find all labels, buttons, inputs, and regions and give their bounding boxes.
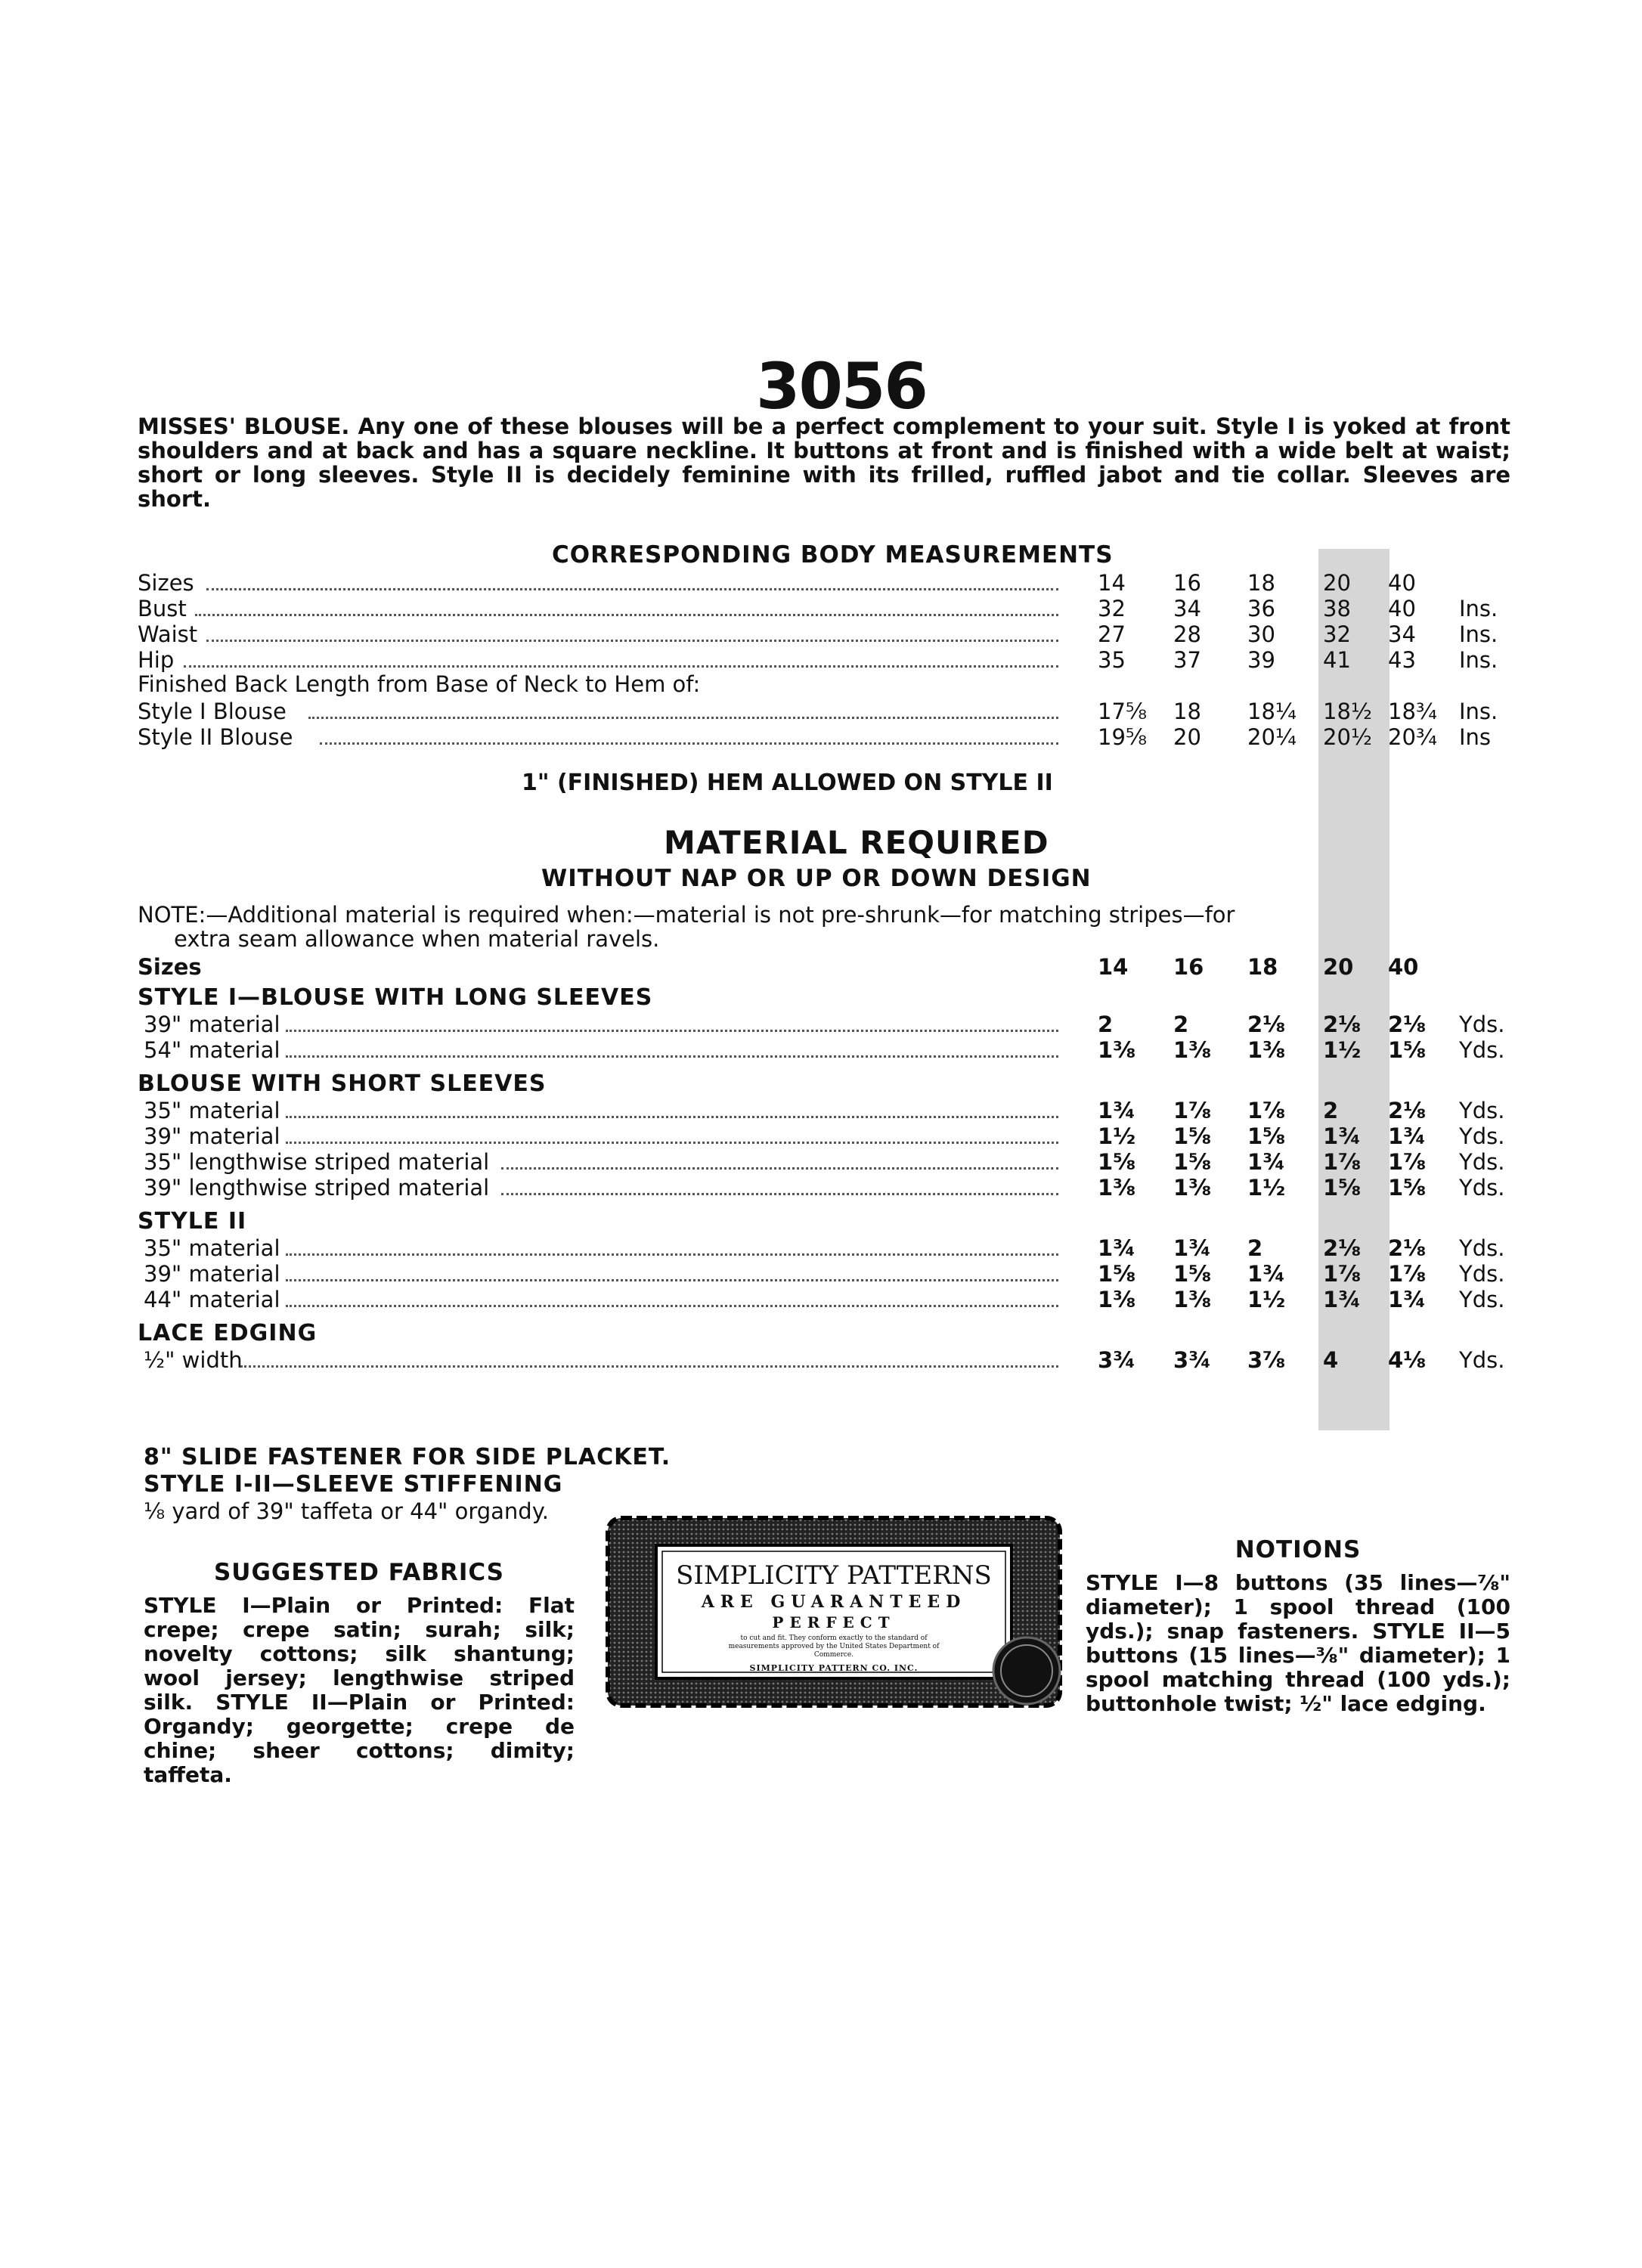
value-cell: 30 xyxy=(1247,621,1275,647)
row-label: Hip xyxy=(138,647,175,673)
value-cell: 4⅛ xyxy=(1388,1347,1427,1373)
body-measurements-title: CORRESPONDING BODY MEASUREMENTS xyxy=(552,541,1114,569)
material-section-heading: STYLE I—BLOUSE WITH LONG SLEEVES xyxy=(138,984,653,1011)
value-cell: 1⅝ xyxy=(1173,1123,1212,1149)
row-label: Style II Blouse xyxy=(138,724,293,750)
pattern-number: 3056 xyxy=(756,349,927,423)
seal-frame xyxy=(603,1514,1064,1710)
value-cell: 1⅜ xyxy=(1173,1037,1212,1063)
value-cell: 1⅝ xyxy=(1388,1037,1427,1063)
value-cell: 1⅝ xyxy=(1323,1175,1362,1201)
dot-leader xyxy=(206,588,1058,590)
value-cell: 1¾ xyxy=(1323,1123,1362,1149)
material-note xyxy=(138,903,1510,951)
unit-label: Ins. xyxy=(1459,647,1498,673)
value-cell: 1½ xyxy=(1098,1123,1136,1149)
value-cell: 1⅝ xyxy=(1388,1175,1427,1201)
value-cell: 40 xyxy=(1388,570,1416,596)
value-cell: 1½ xyxy=(1247,1175,1286,1201)
stiffening-heading: STYLE I-II—SLEEVE STIFFENING xyxy=(144,1471,563,1498)
hem-note: 1" (FINISHED) HEM ALLOWED ON STYLE II xyxy=(522,770,1053,796)
back-length-row xyxy=(0,724,1642,750)
notions-title: NOTIONS xyxy=(1235,1536,1362,1563)
value-cell: 1⅜ xyxy=(1098,1175,1136,1201)
value-cell: 3⅞ xyxy=(1247,1347,1286,1373)
value-cell: 2⅛ xyxy=(1388,1012,1427,1037)
back-length-label: Finished Back Length from Base of Neck to Hem of: xyxy=(138,671,701,697)
dot-leader xyxy=(501,1193,1058,1195)
row-label: 39" material xyxy=(144,1261,280,1287)
value-cell: 2⅛ xyxy=(1247,1012,1286,1037)
value-cell: 1¾ xyxy=(1388,1123,1427,1149)
value-cell: 1⅜ xyxy=(1173,1287,1212,1312)
value-cell: 1⅞ xyxy=(1388,1149,1427,1175)
value-cell: 1¾ xyxy=(1388,1287,1427,1312)
material-row xyxy=(0,1123,1642,1149)
value-cell: 18¾ xyxy=(1388,699,1438,724)
value-cell: 2⅛ xyxy=(1323,1012,1362,1037)
unit-label: Yds. xyxy=(1459,1012,1505,1037)
row-label: Sizes xyxy=(138,954,202,980)
material-section-heading: BLOUSE WITH SHORT SLEEVES xyxy=(138,1070,547,1097)
value-cell: 16 xyxy=(1173,954,1204,980)
value-cell: 19⅝ xyxy=(1098,724,1148,750)
value-cell: 1¾ xyxy=(1247,1149,1286,1175)
value-cell: 1⅜ xyxy=(1098,1287,1136,1312)
value-cell: 1¾ xyxy=(1323,1287,1362,1312)
value-cell: 28 xyxy=(1173,621,1201,647)
unit-label: Yds. xyxy=(1459,1261,1505,1287)
seal-guarantee: ARE GUARANTEED xyxy=(701,1592,967,1612)
value-cell: 39 xyxy=(1247,647,1275,673)
dot-leader xyxy=(286,1279,1058,1281)
seal-perfect: PERFECT xyxy=(772,1613,896,1631)
value-cell: 1⅝ xyxy=(1173,1261,1212,1287)
material-required-title: MATERIAL REQUIRED xyxy=(664,824,1049,861)
value-cell: 27 xyxy=(1098,621,1126,647)
row-label: 35" lengthwise striped material xyxy=(144,1149,490,1175)
value-cell: 2 xyxy=(1098,1012,1114,1037)
value-cell: 2⅛ xyxy=(1323,1235,1362,1261)
value-cell: 34 xyxy=(1173,596,1201,621)
value-cell: 1¾ xyxy=(1173,1235,1212,1261)
guarantee-seal xyxy=(603,1514,1064,1710)
value-cell: 38 xyxy=(1323,596,1351,621)
value-cell: 1½ xyxy=(1323,1037,1362,1063)
dot-leader xyxy=(286,1055,1058,1058)
value-cell: 3¾ xyxy=(1173,1347,1212,1373)
value-cell: 1¾ xyxy=(1098,1235,1136,1261)
value-cell: 1⅞ xyxy=(1323,1149,1362,1175)
unit-label: Yds. xyxy=(1459,1098,1505,1123)
unit-label: Yds. xyxy=(1459,1287,1505,1312)
value-cell: 16 xyxy=(1173,570,1201,596)
value-cell: 20 xyxy=(1323,570,1351,596)
value-cell: 1⅞ xyxy=(1173,1098,1212,1123)
value-cell: 2⅛ xyxy=(1388,1098,1427,1123)
value-cell: 18½ xyxy=(1323,699,1373,724)
value-cell: 1⅝ xyxy=(1098,1261,1136,1287)
value-cell: 41 xyxy=(1323,647,1351,673)
measurement-row xyxy=(0,647,1642,673)
suggested-fabrics-title: SUGGESTED FABRICS xyxy=(213,1559,505,1586)
row-label: ½" width xyxy=(144,1347,243,1373)
material-row xyxy=(0,1347,1642,1373)
unit-label: Ins. xyxy=(1459,596,1498,621)
unit-label: Ins. xyxy=(1459,699,1498,724)
material-note-line-1: NOTE:—Additional material is required when:—material is not pre-shrunk—for matching stripes—for xyxy=(138,902,1235,928)
row-label: 35" material xyxy=(144,1098,280,1123)
value-cell: 20 xyxy=(1173,724,1201,750)
dot-leader xyxy=(184,665,1058,668)
unit-label: Yds. xyxy=(1459,1175,1505,1201)
dot-leader xyxy=(308,717,1058,719)
material-row xyxy=(0,1149,1642,1175)
dot-leader xyxy=(286,1142,1058,1144)
material-row xyxy=(0,1037,1642,1063)
value-cell: 3¾ xyxy=(1098,1347,1136,1373)
pattern-description: MISSES' BLOUSE. Any one of these blouses will be a perfect complement to your suit. Style I is yoked at front shoulders and at back and has a square neckline. It buttons at front and is finished with a wide belt at waist; short or long sleeves. Style II is decidely feminine with its frilled, ruffled jabot and tie collar. Sleeves are short. xyxy=(138,414,1510,512)
dot-leader xyxy=(240,1365,1058,1368)
unit-label: Ins xyxy=(1459,724,1492,750)
row-label: Style I Blouse xyxy=(138,699,287,724)
unit-label: Yds. xyxy=(1459,1123,1505,1149)
value-cell: 2 xyxy=(1247,1235,1263,1261)
value-cell: 40 xyxy=(1388,596,1416,621)
value-cell: 2 xyxy=(1173,1012,1189,1037)
back-length-row xyxy=(0,699,1642,724)
value-cell: 1½ xyxy=(1247,1287,1286,1312)
value-cell: 1⅞ xyxy=(1247,1098,1286,1123)
material-row xyxy=(0,1235,1642,1261)
value-cell: 43 xyxy=(1388,647,1416,673)
row-label: 39" material xyxy=(144,1012,280,1037)
value-cell: 36 xyxy=(1247,596,1275,621)
seal-brand: SIMPLICITY PATTERNS xyxy=(676,1560,992,1591)
value-cell: 34 xyxy=(1388,621,1416,647)
value-cell: 20½ xyxy=(1323,724,1373,750)
dot-leader xyxy=(286,1030,1058,1032)
row-label: 44" material xyxy=(144,1287,280,1312)
value-cell: 18 xyxy=(1173,699,1201,724)
unit-label: Yds. xyxy=(1459,1149,1505,1175)
unit-label: Yds. xyxy=(1459,1235,1505,1261)
value-cell: 1⅜ xyxy=(1173,1175,1212,1201)
suggested-fabrics xyxy=(144,1559,575,1787)
stiffening-text: ⅛ yard of 39" taffeta or 44" organdy. xyxy=(144,1498,549,1524)
value-cell: 32 xyxy=(1098,596,1126,621)
value-cell: 1⅝ xyxy=(1098,1149,1136,1175)
notions xyxy=(1086,1536,1510,1716)
dot-leader xyxy=(286,1116,1058,1118)
value-cell: 1⅝ xyxy=(1173,1149,1212,1175)
measurement-row xyxy=(0,596,1642,621)
unit-label: Yds. xyxy=(1459,1037,1505,1063)
dot-leader xyxy=(286,1253,1058,1256)
value-cell: 14 xyxy=(1098,954,1129,980)
value-cell: 1⅞ xyxy=(1388,1261,1427,1287)
value-cell: 17⅝ xyxy=(1098,699,1148,724)
dot-leader xyxy=(501,1167,1058,1170)
value-cell: 4 xyxy=(1323,1347,1339,1373)
material-sizes-row xyxy=(0,954,1642,980)
value-cell: 1¾ xyxy=(1098,1098,1136,1123)
value-cell: 2⅛ xyxy=(1388,1235,1427,1261)
row-label: 39" material xyxy=(144,1123,280,1149)
suggested-fabrics-text: STYLE I—Plain or Printed: Flat crepe; crepe satin; surah; silk; novelty cottons; silk shantung; wool jersey; lengthwise striped silk. STYLE II—Plain or Printed: Organdy; georgette; crepe de chine; sheer cottons; dimity; taffeta. xyxy=(144,1593,575,1787)
notions-text: STYLE I—8 buttons (35 lines—⅞" diameter); 1 spool thread (100 yds.); snap fasteners. STYLE II—5 buttons (15 lines—⅜" diameter); 1 spool matching thread (100 yds.); buttonhole twist; ½" lace edging. xyxy=(1086,1570,1510,1716)
value-cell: 1⅜ xyxy=(1098,1037,1136,1063)
material-section-heading: LACE EDGING xyxy=(138,1320,318,1346)
row-label: 39" lengthwise striped material xyxy=(144,1175,490,1201)
material-row xyxy=(0,1012,1642,1037)
value-cell: 14 xyxy=(1098,570,1126,596)
unit-label: Yds. xyxy=(1459,1347,1505,1373)
row-label: 35" material xyxy=(144,1235,280,1261)
value-cell: 1¾ xyxy=(1247,1261,1286,1287)
dot-leader xyxy=(195,614,1058,616)
dot-leader xyxy=(320,742,1058,745)
material-row xyxy=(0,1287,1642,1312)
material-required-subtitle: WITHOUT NAP OR UP OR DOWN DESIGN xyxy=(541,865,1092,892)
material-note-line-2: extra seam allowance when material ravels. xyxy=(174,926,660,952)
value-cell: 18¼ xyxy=(1247,699,1297,724)
value-cell: 32 xyxy=(1323,621,1351,647)
dot-leader xyxy=(206,640,1058,642)
value-cell: 40 xyxy=(1388,954,1419,980)
value-cell: 1⅞ xyxy=(1323,1261,1362,1287)
value-cell: 20 xyxy=(1323,954,1354,980)
value-cell: 1⅜ xyxy=(1247,1037,1286,1063)
value-cell: 20¾ xyxy=(1388,724,1438,750)
row-label: Sizes xyxy=(138,570,194,596)
seal-fine-print: to cut and fit. They conform exactly to the standard of measurements approved by the United States Department of Commerce. xyxy=(728,1634,940,1659)
material-row xyxy=(0,1175,1642,1201)
value-cell: 1⅝ xyxy=(1247,1123,1286,1149)
unit-label: Ins. xyxy=(1459,621,1498,647)
measurement-row xyxy=(0,570,1642,596)
value-cell: 18 xyxy=(1247,954,1278,980)
value-cell: 2 xyxy=(1323,1098,1339,1123)
slide-fastener-line: 8" SLIDE FASTENER FOR SIDE PLACKET. xyxy=(144,1444,671,1470)
value-cell: 37 xyxy=(1173,647,1201,673)
material-section-heading: STYLE II xyxy=(138,1208,247,1235)
seal-company: SIMPLICITY PATTERN CO. INC. xyxy=(749,1663,919,1673)
material-row xyxy=(0,1261,1642,1287)
dot-leader xyxy=(286,1305,1058,1307)
row-label: Bust xyxy=(138,596,187,621)
value-cell: 18 xyxy=(1247,570,1275,596)
material-row xyxy=(0,1098,1642,1123)
value-cell: 35 xyxy=(1098,647,1126,673)
measurement-row xyxy=(0,621,1642,647)
row-label: 54" material xyxy=(144,1037,280,1063)
row-label: Waist xyxy=(138,621,198,647)
value-cell: 20¼ xyxy=(1247,724,1297,750)
